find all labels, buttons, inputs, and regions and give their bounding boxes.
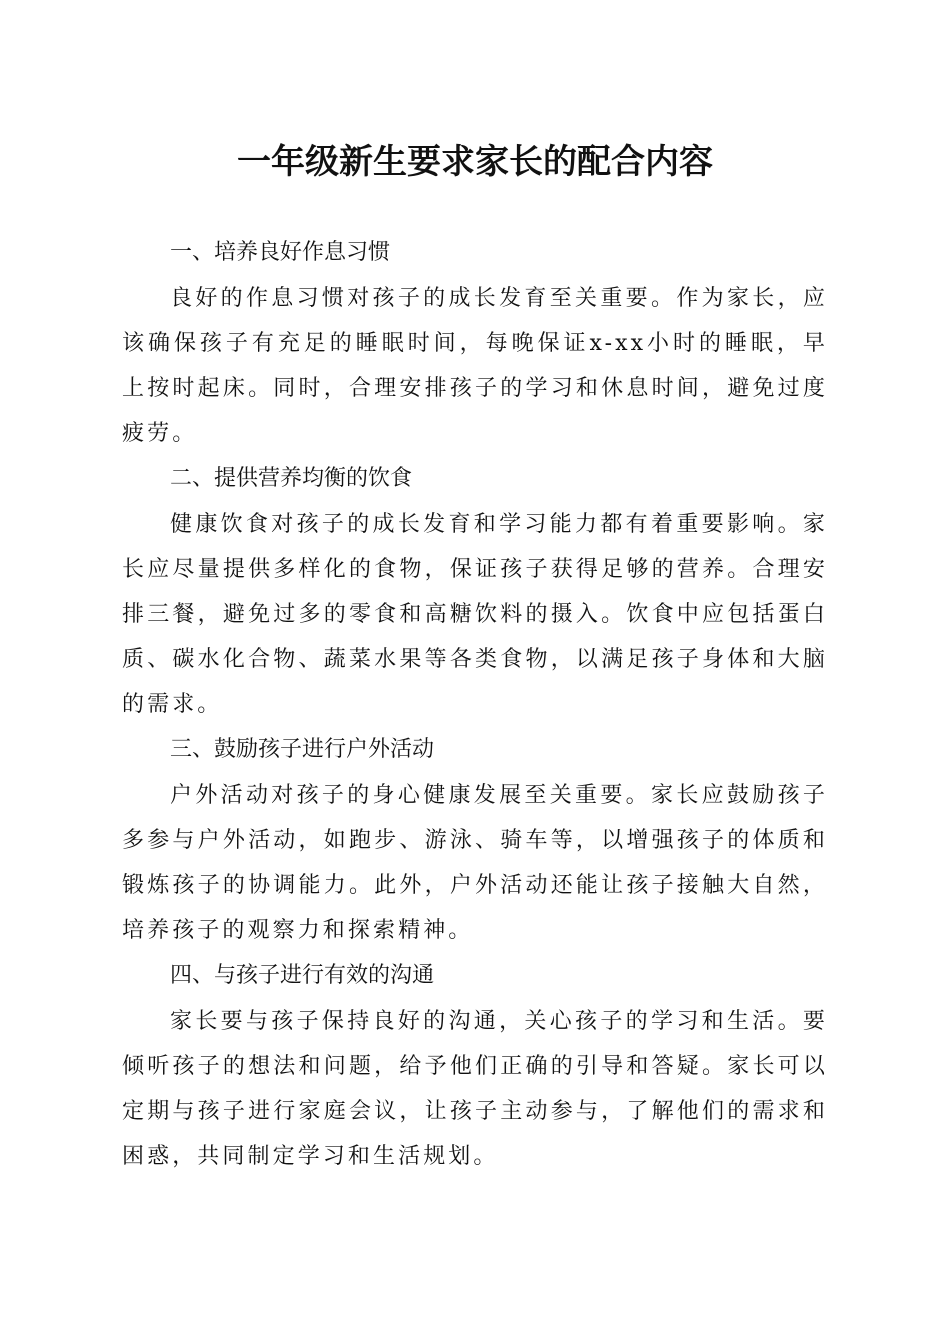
section-outdoor-activities — [122, 727, 828, 953]
section-heading: 一、培养良好作息习惯 — [170, 240, 391, 265]
section-paragraph: 良好的作息习惯对孩子的成长发育至关重要。作为家长，应该确保孩子有充足的睡眠时间，每晚保证x-xx小时的睡眠，早上按时起床。同时，合理安排孩子的学习和休息时间，避免过度疲劳。 — [122, 286, 828, 446]
section-heading: 三、鼓励孩子进行户外活动 — [170, 737, 435, 762]
section-communication — [122, 953, 828, 1179]
section-paragraph: 户外活动对孩子的身心健康发展至关重要。家长应鼓励孩子多参与户外活动，如跑步、游泳、骑车等，以增强孩子的体质和锻炼孩子的协调能力。此外，户外活动还能让孩子接触大自然，培养孩子的观察力和探索精神。 — [122, 783, 828, 943]
section-paragraph: 家长要与孩子保持良好的沟通，关心孩子的学习和生活。要倾听孩子的想法和问题，给予他们正确的引导和答疑。家长可以定期与孩子进行家庭会议，让孩子主动参与，了解他们的需求和困惑，共同制定学习和生活规划。 — [122, 1009, 828, 1169]
section-heading: 四、与孩子进行有效的沟通 — [170, 963, 435, 988]
section-paragraph: 健康饮食对孩子的成长发育和学习能力都有着重要影响。家长应尽量提供多样化的食物，保证孩子获得足够的营养。合理安排三餐，避免过多的零食和高糖饮料的摄入。饮食中应包括蛋白质、碳水化合物、蔬菜水果等各类食物，以满足孩子身体和大脑的需求。 — [122, 512, 828, 717]
document-body — [122, 230, 828, 1179]
document-title: 一年级新生要求家长的配合内容 — [237, 142, 713, 182]
section-sleep-habits — [122, 230, 828, 456]
section-heading: 二、提供营养均衡的饮食 — [170, 466, 413, 491]
section-balanced-diet — [122, 456, 828, 727]
